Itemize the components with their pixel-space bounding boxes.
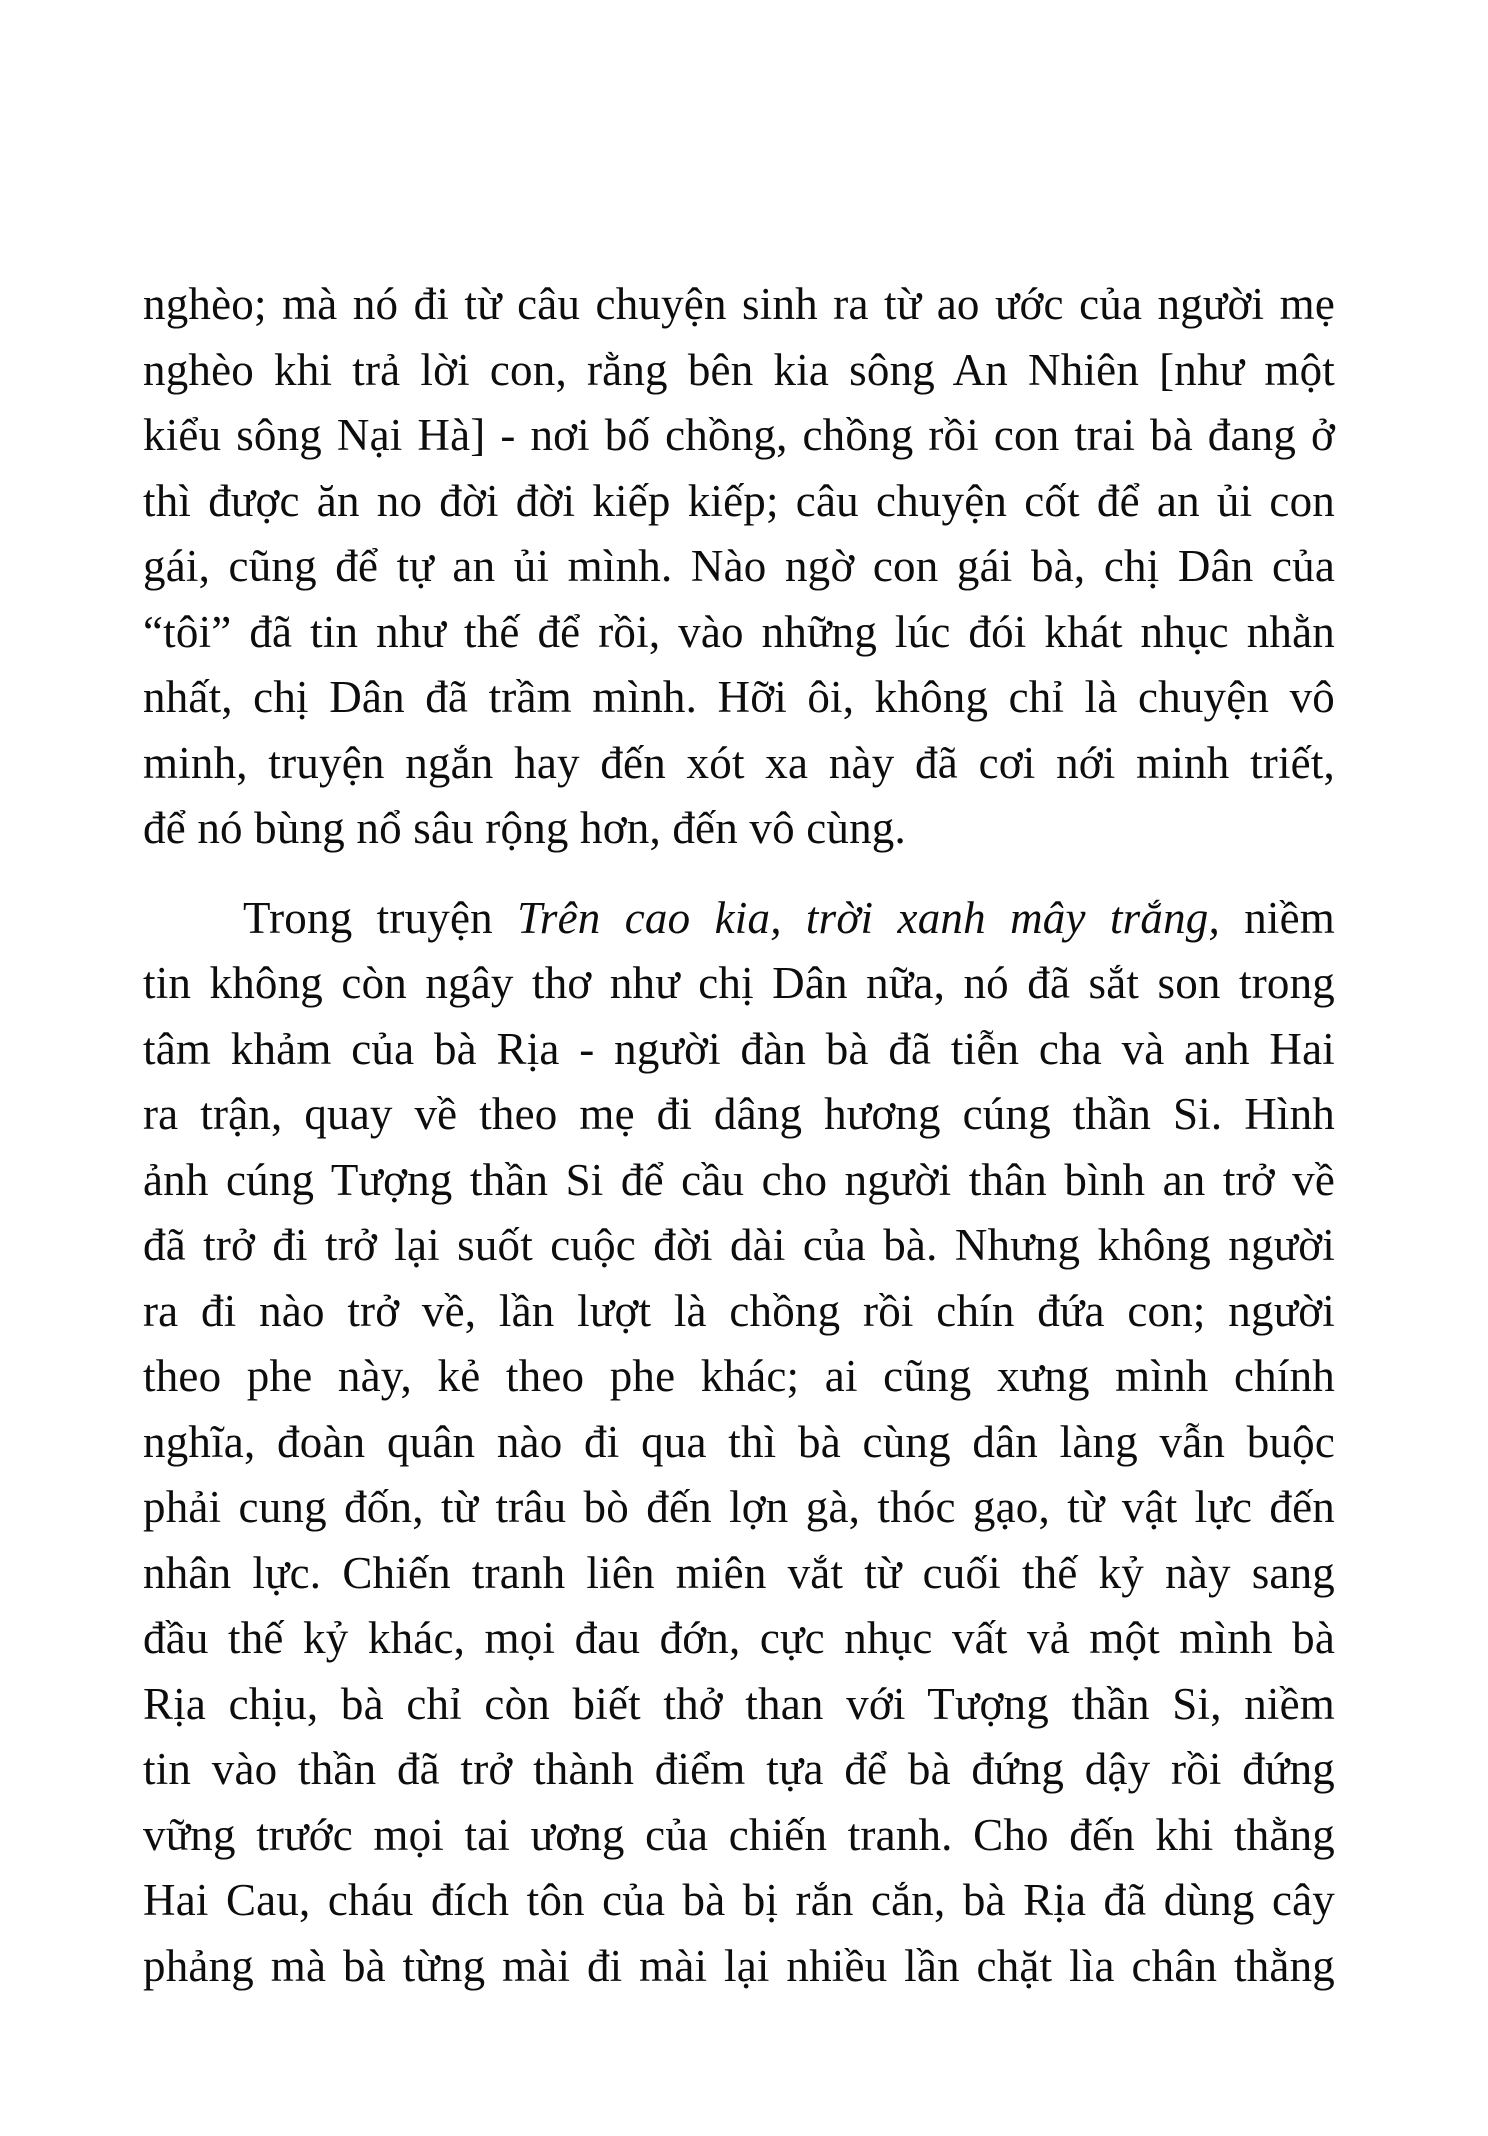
paragraph	[143, 886, 1335, 2000]
text-line	[143, 1475, 1335, 1541]
text-line	[143, 1279, 1335, 1345]
text-segment: niềm	[1219, 892, 1336, 943]
text-segment: tin vào thần đã trở thành điểm tựa để bà đứng dậy rồi đứng	[143, 1744, 1335, 1794]
text-segment: Hai Cau, cháu đích tôn của bà bị rắn cắn, bà Rịa đã dùng cây	[143, 1875, 1335, 1925]
text-segment: nghèo khi trả lời con, rằng bên kia sông An Nhiên [như một	[143, 344, 1335, 395]
text-segment: để nó bùng nổ sâu rộng hơn, đến vô cùng.	[143, 803, 906, 853]
text-segment: nhân lực. Chiến tranh liên miên vắt từ cuối thế kỷ này sang	[143, 1547, 1335, 1598]
text-segment: nghĩa, đoàn quân nào đi qua thì bà cùng dân làng vẫn buộc	[143, 1416, 1335, 1467]
text-line	[143, 338, 1335, 404]
text-segment: đầu thế kỷ khác, mọi đau đớn, cực nhục vất vả một mình bà	[143, 1613, 1335, 1663]
text-line	[143, 1344, 1335, 1410]
text-segment: tin không còn ngây thơ như chị Dân nữa, nó đã sắt son trong	[143, 958, 1335, 1008]
text-segment: nghèo; mà nó đi từ câu chuyện sinh ra từ ao ước của người mẹ	[143, 279, 1335, 329]
text-line	[143, 272, 1335, 338]
text-line	[143, 469, 1335, 535]
text-line	[143, 403, 1335, 469]
text-line	[143, 1737, 1335, 1803]
text-segment: minh, truyện ngắn hay đến xót xa này đã cơi nới minh triết,	[143, 737, 1335, 788]
text-segment: Trong truyện	[243, 892, 518, 943]
text-line	[143, 1017, 1335, 1083]
text-segment: Rịa chịu, bà chỉ còn biết thở than với Tượng thần Si, niềm	[143, 1678, 1335, 1729]
text-segment: nhất, chị Dân đã trầm mình. Hỡi ôi, không chỉ là chuyện vô	[143, 672, 1335, 722]
text-line	[143, 1541, 1335, 1607]
text-line	[143, 796, 1335, 862]
text-segment: ra đi nào trở về, lần lượt là chồng rồi chín đứa con; người	[143, 1285, 1335, 1336]
text-line	[143, 665, 1335, 731]
text-segment: phảng mà bà từng mài đi mài lại nhiều lần chặt lìa chân thằng	[143, 1940, 1335, 1991]
text-segment: gái, cũng để tự an ủi mình. Nào ngờ con gái bà, chị Dân của	[143, 541, 1335, 591]
text-line	[143, 1410, 1335, 1476]
text-segment: kiểu sông Nại Hà] - nơi bố chồng, chồng rồi con trai bà đang ở	[143, 410, 1335, 460]
text-line	[143, 1803, 1335, 1869]
text-segment: ảnh cúng Tượng thần Si để cầu cho người thân bình an trở về	[143, 1154, 1335, 1205]
text-segment: vững trước mọi tai ương của chiến tranh. Cho đến khi thằng	[143, 1809, 1335, 1860]
text-line	[143, 1082, 1335, 1148]
text-line	[143, 1672, 1335, 1738]
page-text	[143, 272, 1335, 1999]
text-segment: tâm khảm của bà Rịa - người đàn bà đã tiễn cha và anh Hai	[143, 1023, 1335, 1074]
text-line	[143, 886, 1335, 952]
text-line	[143, 1868, 1335, 1934]
text-line	[143, 1934, 1335, 2000]
text-line	[143, 1213, 1335, 1279]
text-line	[143, 534, 1335, 600]
text-segment: theo phe này, kẻ theo phe khác; ai cũng xưng mình chính	[143, 1351, 1335, 1401]
text-segment: phải cung đốn, từ trâu bò đến lợn gà, thóc gạo, từ vật lực đến	[143, 1482, 1335, 1532]
text-segment: ra trận, quay về theo mẹ đi dâng hương cúng thần Si. Hình	[143, 1089, 1335, 1139]
text-segment: đã trở đi trở lại suốt cuộc đời dài của bà. Nhưng không người	[143, 1220, 1335, 1270]
text-segment: “tôi” đã tin như thế để rồi, vào những lúc đói khát nhục nhằn	[143, 606, 1335, 657]
text-segment: thì được ăn no đời đời kiếp kiếp; câu chuyện cốt để an ủi con	[143, 475, 1335, 526]
text-line	[143, 1606, 1335, 1672]
story-title-italic-segment: Trên cao kia, trời xanh mây trắng,	[517, 892, 1220, 943]
text-line	[143, 951, 1335, 1017]
text-line	[143, 600, 1335, 666]
paragraph	[143, 272, 1335, 862]
text-line	[143, 1148, 1335, 1214]
text-line	[143, 731, 1335, 797]
